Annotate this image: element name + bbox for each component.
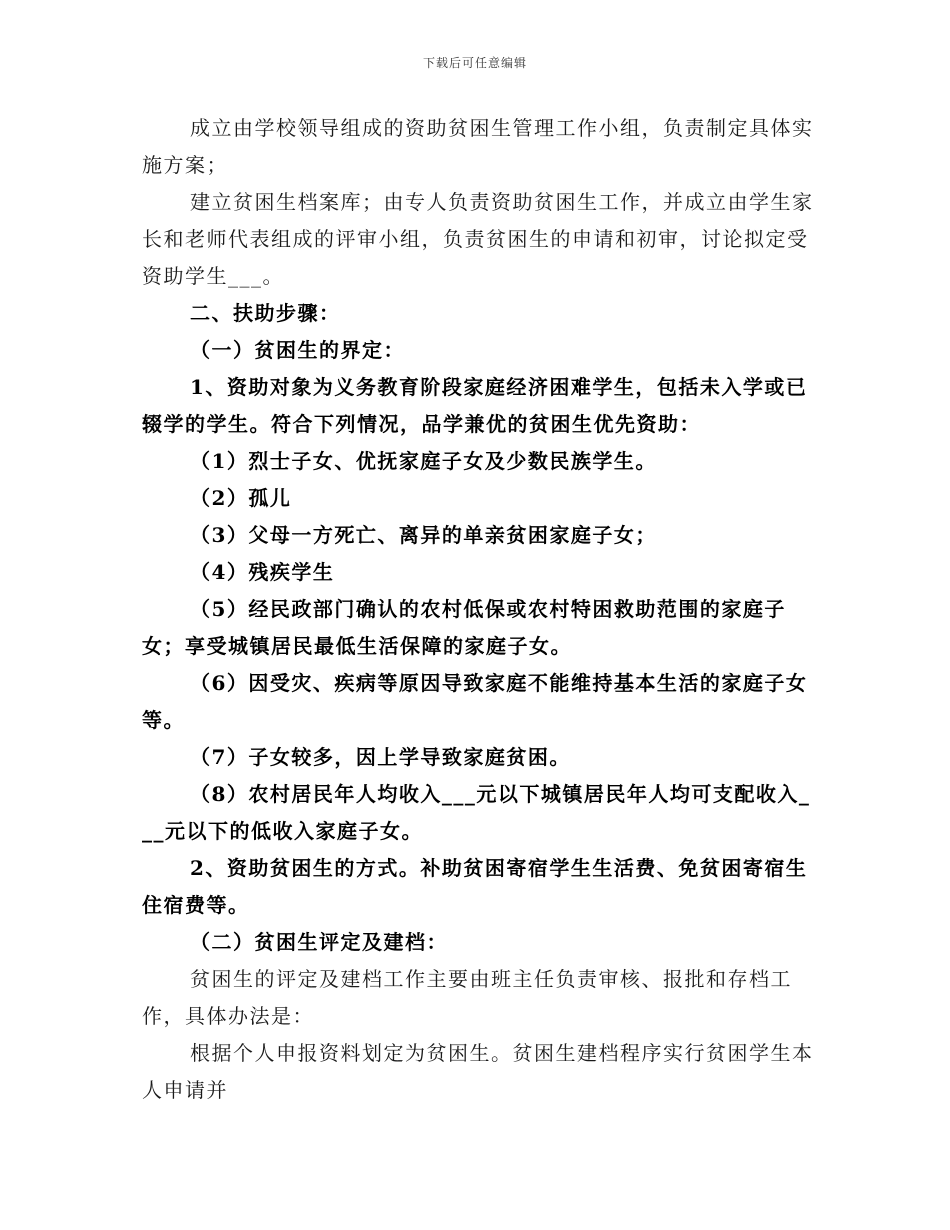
paragraph-working-group: 成立由学校领导组成的资助贫困生管理工作小组，负责制定具体实施方案； xyxy=(142,116,814,177)
header-note: 下载后可任意编辑 xyxy=(422,56,527,70)
document-body xyxy=(142,110,814,1109)
paragraph-archive: 建立贫困生档案库；由专人负责资助贫困生工作，并成立由学生家长和老师代表组成的评审小组，负责贫困生的申请和初审，讨论拟定受资助学生___。 xyxy=(142,190,814,288)
list-item-4: （4）残疾学生 xyxy=(190,560,335,584)
paragraph-aid-method: 2、资助贫困生的方式。补助贫困寄宿学生生活费、免贫困寄宿生住宿费等。 xyxy=(142,856,808,917)
list-item-6: （6）因受灾、疾病等原因导致家庭不能维持基本生活的家庭子女等。 xyxy=(142,671,808,732)
list-item-8: （8）农村居民年人均收入___元以下城镇居民年人均可支配收入___元以下的低收入家庭子女。 xyxy=(142,782,811,843)
list-item-2: （2）孤儿 xyxy=(190,486,292,510)
subsection-heading-definition: （一）贫困生的界定： xyxy=(190,338,405,362)
paragraph-evaluation-method: 贫困生的评定及建档工作主要由班主任负责审核、报批和存档工作，具体办法是： xyxy=(142,967,792,1028)
list-item-3: （3）父母一方死亡、离异的单亲贫困家庭子女； xyxy=(190,523,657,547)
section-heading-steps: 二、扶助步骤： xyxy=(190,301,341,325)
list-item-1: （1）烈士子女、优抚家庭子女及少数民族学生。 xyxy=(190,449,657,473)
list-item-5: （5）经民政部门确认的农村低保或农村特困救助范围的家庭子女；享受城镇居民最低生活保障的家庭子女。 xyxy=(142,597,786,658)
subsection-heading-evaluation: （二）贫困生评定及建档： xyxy=(190,930,448,954)
paragraph-application: 根据个人申报资料划定为贫困生。贫困生建档程序实行贫困学生本人申请并 xyxy=(142,1041,814,1102)
list-item-7: （7）子女较多，因上学导致家庭贫困。 xyxy=(190,745,571,769)
paragraph-target: 1、资助对象为义务教育阶段家庭经济困难学生，包括未入学或已辍学的学生。符合下列情况，品学兼优的贫困生优先资助： xyxy=(142,375,808,436)
